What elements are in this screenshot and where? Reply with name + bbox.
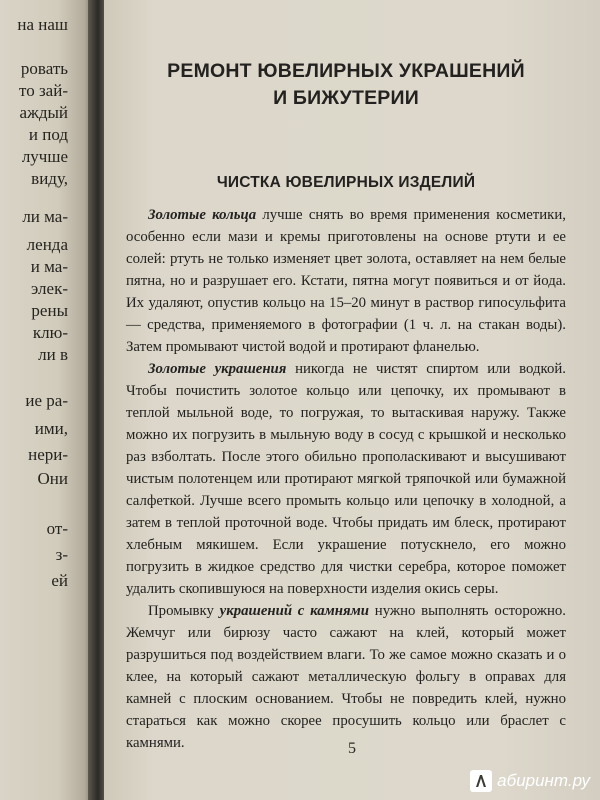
left-page-fragment: лучше xyxy=(21,147,68,166)
left-page-fragment: и под xyxy=(28,125,68,144)
paragraph-text: лучше снять во время применения косметики, особенно если мази и кремы приготовлены на основе ртути и ее солей: ртуть не только изменяет цвет золота, оставляет на нем белые пятна, но и разрушает его. Кстати, пятна могут появиться и от йода. Их удаляют, опустив кольцо на 15–20 минут в раствор гипосульфита — средства, применяемого в фотографии (1 ч. л. на стакан воды). Затем промывают чистой водой и протирают фланелью. xyxy=(126,207,566,355)
chapter-title-line-2: И БИЖУТЕРИИ xyxy=(273,87,419,109)
paragraph-prefix: Промывку xyxy=(148,603,220,619)
watermark-text: абиринт.ру xyxy=(497,771,590,790)
left-page-fragment: нери- xyxy=(28,445,68,464)
left-page-fragment: ие ра- xyxy=(25,391,68,410)
left-page-fragment: элек- xyxy=(31,279,68,298)
left-page-fragment: з- xyxy=(55,545,68,564)
left-page-fragment: ли ма- xyxy=(22,207,68,226)
left-page-fragment: от- xyxy=(46,519,68,538)
book-page xyxy=(104,0,600,800)
left-page-fragment: ими, xyxy=(34,419,68,438)
paragraph-gold-jewelry xyxy=(126,358,566,600)
chapter-title-line-1: РЕМОНТ ЮВЕЛИРНЫХ УКРАШЕНИЙ xyxy=(167,60,525,82)
left-page-fragment: ей xyxy=(51,571,68,590)
left-page-fragment: аждый xyxy=(19,103,68,122)
left-page-fragment: ленда xyxy=(26,235,68,254)
left-page-fragment: на наш xyxy=(17,15,68,34)
left-page-fragment: ровать xyxy=(20,59,68,78)
labirint-logo-icon xyxy=(470,770,492,792)
left-page-fragment: ли в xyxy=(38,345,68,364)
paragraph-jewelry-with-stones xyxy=(126,600,566,754)
term-gold-rings: Золотые кольца xyxy=(148,207,257,223)
left-page-fragment: виду, xyxy=(31,169,68,188)
left-page-edge xyxy=(0,0,96,800)
left-page-fragment: клю- xyxy=(32,323,68,342)
term-jewelry-with-stones: украшений с камнями xyxy=(219,603,370,619)
labirint-logo-glyph xyxy=(473,773,489,789)
labirint-watermark xyxy=(470,770,590,792)
page-number: 5 xyxy=(348,740,356,757)
body-text xyxy=(126,204,566,754)
left-page-fragment: и ма- xyxy=(30,257,68,276)
chapter-title xyxy=(126,58,566,112)
paragraph-gold-rings xyxy=(126,204,566,358)
section-title: ЧИСТКА ЮВЕЛИРНЫХ ИЗДЕЛИЙ xyxy=(216,174,476,191)
left-page-fragment: рены xyxy=(31,301,68,320)
term-gold-jewelry: Золотые украшения xyxy=(148,361,287,377)
left-page-fragment: Они xyxy=(37,469,68,488)
paragraph-text: нужно выполнять осторожно. Жемчуг или бирюзу часто сажают на клей, который может разрушиться под воздействием влаги. То же самое можно сказать и о клее, на который сажают металлическую фольгу в оправах для камней с плоским основанием. Чтобы не повредить клей, нужно стараться как можно скорее просушить кольцо или браслет с камнями. xyxy=(126,603,566,751)
left-page-fragment: то зай- xyxy=(19,81,68,100)
paragraph-text: никогда не чистят спиртом или водкой. Чтобы почистить золотое кольцо или цепочку, их промывают в теплой мыльной воде, то погружая, то вытаскивая наружу. Также можно их погрузить в мыльную воду в сосуд с крышкой и несколько раз взболтать. После этого обильно прополаскивают и высушивают чистым полотенцем или протирают мягкой тряпочкой или бумажной салфеткой. Лучше всего промыть кольцо или цепочку в холодной, а затем в теплой проточной воде. Чтобы придать им блеск, протирают хлебным мякишем. Если украшение потускнело, его можно погрузить в жидкое средство для чистки серебра, которое поможет удалить скопившуюся на поверхности изделия окись серы. xyxy=(126,361,566,597)
